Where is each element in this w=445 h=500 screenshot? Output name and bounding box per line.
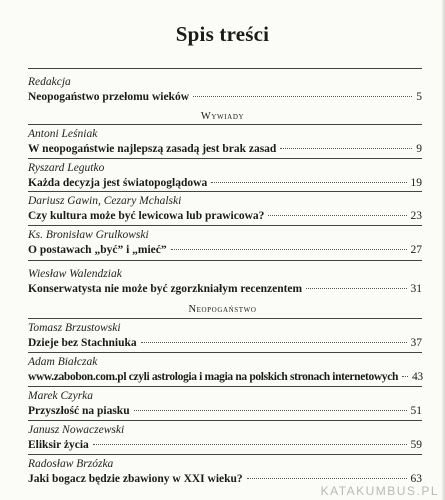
divider <box>28 225 422 226</box>
divider <box>28 420 422 421</box>
dot-leader <box>211 182 406 183</box>
dot-leader <box>193 96 412 97</box>
entry-page-number: 37 <box>410 337 422 349</box>
divider <box>28 454 422 455</box>
entry-page-number: 31 <box>410 283 422 295</box>
toc-entry[interactable] <box>28 424 422 452</box>
entry-author: Ryszard Legutko <box>28 162 105 174</box>
toc-entry[interactable] <box>28 229 422 257</box>
entry-page-number: 59 <box>410 439 422 451</box>
divider <box>28 352 422 353</box>
entry-page-number: 27 <box>410 244 422 256</box>
entry-title[interactable]: W neopogaństwie najlepszą zasadą jest brak zasad <box>28 143 277 155</box>
entry-page-number: 43 <box>412 371 423 383</box>
entry-author: Adam Białczak <box>28 356 98 368</box>
toc-entry[interactable] <box>28 268 422 296</box>
toc-entry[interactable] <box>28 356 422 384</box>
divider <box>28 124 422 125</box>
entry-page-number: 63 <box>410 473 422 485</box>
entry-author: Janusz Nowaczewski <box>28 424 125 436</box>
dot-leader <box>306 288 406 289</box>
entry-page-number: 19 <box>410 177 422 189</box>
toc-entry[interactable] <box>28 128 422 156</box>
toc-entry[interactable] <box>28 195 422 223</box>
entry-title[interactable]: O postawach „być” i „mieć” <box>28 244 167 256</box>
page-edge-shadow <box>441 0 445 500</box>
entry-title[interactable]: Jaki bogacz będzie zbawiony w XXI wieku? <box>28 473 243 485</box>
dot-leader <box>141 342 407 343</box>
entry-page-number: 51 <box>410 405 422 417</box>
entry-author: Ks. Bronisław Grulkowski <box>28 229 149 241</box>
entry-title[interactable]: Neopogaństwo przełomu wieków <box>28 91 189 103</box>
toc-entry[interactable] <box>28 76 422 104</box>
entry-author: Redakcja <box>28 76 71 88</box>
divider <box>28 318 422 319</box>
dot-leader <box>93 444 407 445</box>
entry-author: Dariusz Gawin, Cezary Mchalski <box>28 195 182 207</box>
dot-leader <box>268 215 406 216</box>
dot-leader <box>134 410 407 411</box>
entry-title[interactable]: Konserwatysta nie może być zgorzkniałym recenzentem <box>28 283 303 295</box>
section-heading: Wywiady <box>200 111 245 122</box>
divider <box>28 260 422 261</box>
toc-entry[interactable] <box>28 162 422 190</box>
divider <box>28 191 422 192</box>
toc-entry[interactable] <box>28 322 422 350</box>
entry-title[interactable]: Każda decyzja jest światopoglądowa <box>28 177 208 189</box>
divider <box>28 386 422 387</box>
entry-title[interactable]: Przyszłość na piasku <box>28 405 130 417</box>
entry-page-number: 23 <box>410 210 422 222</box>
entry-title[interactable]: Dzieje bez Stachniuka <box>28 337 137 349</box>
section-heading: Neopogaństwo <box>188 304 257 315</box>
entry-author: Tomasz Brzustowski <box>28 322 121 334</box>
entry-author: Marek Czyrka <box>28 390 94 402</box>
entry-author: Wiesław Walendziak <box>28 268 122 280</box>
entry-title[interactable]: www.zabobon.com.pl czyli astrologia i magia na polskich stronach internetowych <box>28 371 398 383</box>
toc-entry[interactable] <box>28 390 422 418</box>
entry-page-number: 5 <box>416 91 422 103</box>
watermark: KATAKUMBUS.PL <box>320 484 439 498</box>
entry-title[interactable]: Eliksir życia <box>28 439 89 451</box>
dot-leader <box>171 249 407 250</box>
dot-leader <box>280 148 412 149</box>
dot-leader <box>402 376 408 377</box>
divider <box>28 68 422 69</box>
entry-page-number: 9 <box>416 143 422 155</box>
dot-leader <box>247 478 407 479</box>
page-title: Spis treści <box>175 22 270 46</box>
toc-entry[interactable] <box>28 458 422 486</box>
entry-title[interactable]: Czy kultura może być lewicowa lub prawicowa? <box>28 210 265 222</box>
divider <box>28 158 422 159</box>
entry-author: Antoni Leśniak <box>28 128 98 140</box>
entry-author: Radosław Brzózka <box>28 458 114 470</box>
